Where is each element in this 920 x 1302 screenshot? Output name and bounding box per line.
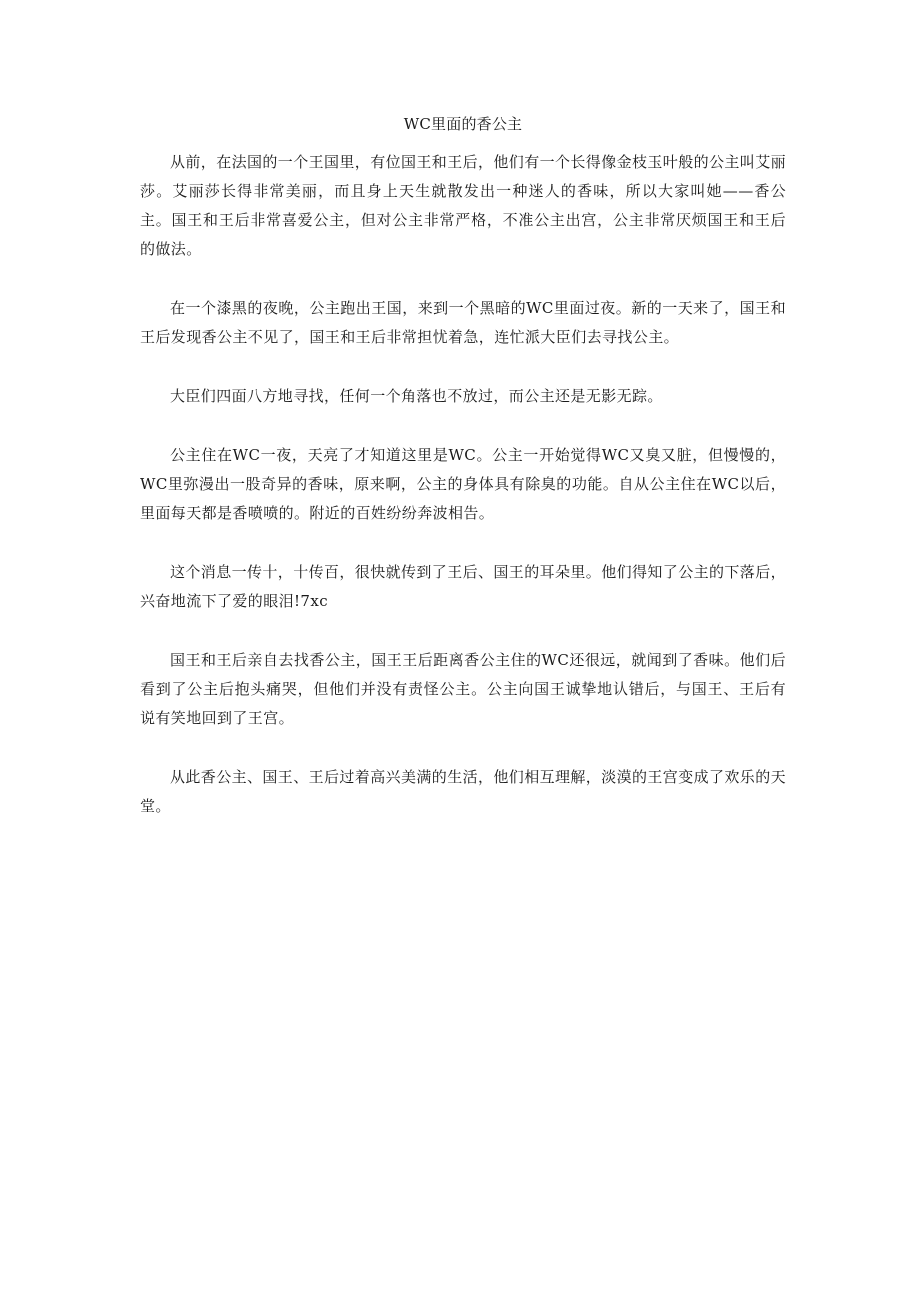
document-title: WC里面的香公主 — [403, 115, 523, 133]
paragraph-7: 从此香公主、国王、王后过着高兴美满的生活，他们相互理解，淡漠的王宫变成了欢乐的天堂。 — [140, 768, 787, 815]
paragraph-5: 这个消息一传十，十传百，很快就传到了王后、国王的耳朵里。他们得知了公主的下落后，兴奋地流下了爱的眼泪!7xc — [140, 563, 787, 610]
paragraph-1: 从前，在法国的一个王国里，有位国王和王后，他们有一个长得像金枝玉叶般的公主叫艾丽莎。艾丽莎长得非常美丽，而且身上天生就散发出一种迷人的香味，所以大家叫她——香公主。国王和王后非常喜爱公主，但对公主非常严格，不准公主出宫，公主非常厌烦国王和王后的做法。 — [140, 153, 787, 258]
paragraph-6: 国王和王后亲自去找香公主，国王王后距离香公主住的WC还很远，就闻到了香味。他们后看到了公主后抱头痛哭，但他们并没有责怪公主。公主向国王诚挚地认错后，与国王、王后有说有笑地回到了王宫。 — [140, 651, 786, 727]
paragraph-4: 公主住在WC一夜，天亮了才知道这里是WC。公主一开始觉得WC又臭又脏，但慢慢的，WC里弥漫出一股奇异的香味，原来啊，公主的身体具有除臭的功能。自从公主住在WC以后，里面每天都是香喷喷的。附近的百姓纷纷奔波相告。 — [140, 446, 786, 522]
paragraph-3: 大臣们四面八方地寻找，任何一个角落也不放过，而公主还是无影无踪。 — [170, 387, 663, 405]
document-page — [140, 112, 786, 851]
paragraph-2: 在一个漆黑的夜晚，公主跑出王国，来到一个黑暗的WC里面过夜。新的一天来了，国王和王后发现香公主不见了，国王和王后非常担忧着急，连忙派大臣们去寻找公主。 — [140, 299, 786, 346]
